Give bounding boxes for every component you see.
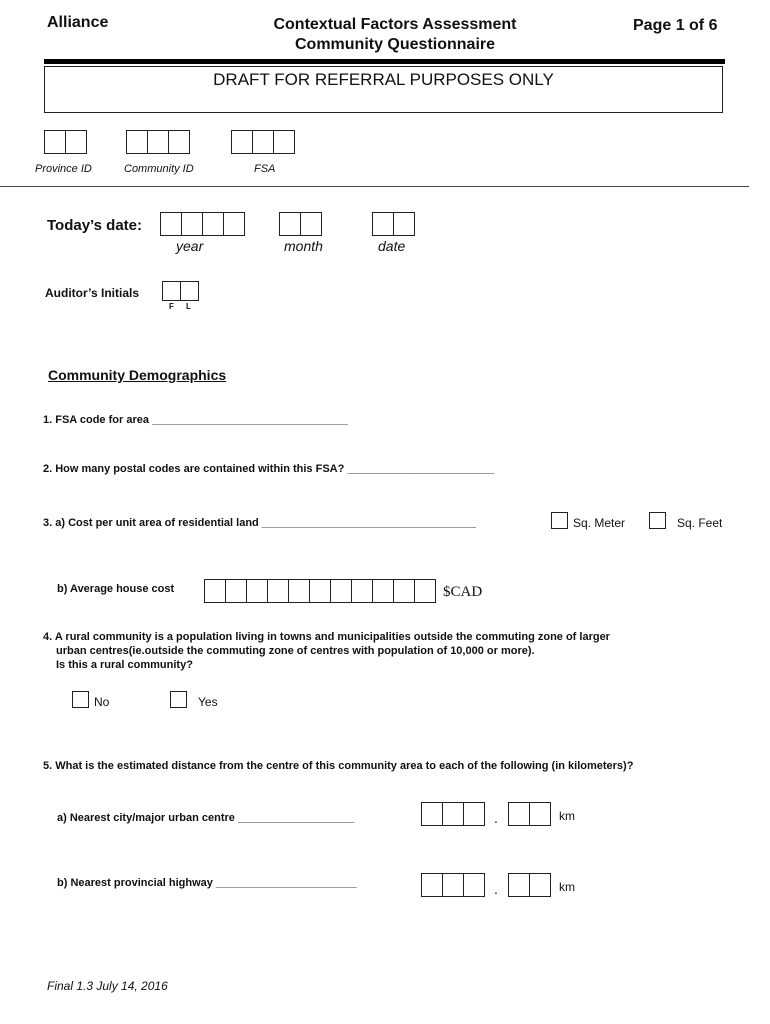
digit-box[interactable] [181, 212, 203, 236]
question-3b: b) Average house cost [57, 583, 175, 595]
digit-box[interactable] [463, 873, 485, 897]
auditor-initials-field[interactable] [162, 281, 198, 301]
fsa-field[interactable] [231, 130, 294, 154]
page-indicator: Page 1 of 6 [633, 17, 718, 34]
decimal-point: . [494, 881, 498, 897]
digit-box[interactable] [246, 579, 268, 603]
fsa-label: FSA [254, 163, 276, 175]
month-label: month [284, 238, 323, 254]
footer-version: Final 1.3 July 14, 2016 [47, 979, 168, 993]
question-4-line3: Is this a rural community? [56, 659, 193, 671]
question-5: 5. What is the estimated distance from the centre of this community area to each of the following (in kilometers)? [43, 760, 634, 772]
highway-distance-decimal-field[interactable] [508, 873, 550, 897]
year-field[interactable] [160, 212, 244, 236]
draft-notice: DRAFT FOR REFERRAL PURPOSES ONLY [213, 70, 554, 89]
digit-box[interactable] [126, 130, 148, 154]
question-5a: a) Nearest city/major urban centre ___________________ [57, 812, 355, 824]
km-unit-label: km [559, 880, 575, 894]
first-initial-label: F [169, 302, 174, 311]
digit-box[interactable] [225, 579, 247, 603]
draft-notice-box [44, 66, 723, 113]
section-heading: Community Demographics [48, 367, 227, 383]
digit-box[interactable] [288, 579, 310, 603]
rural-no-label: No [94, 695, 110, 709]
question-4-line1: 4. A rural community is a population living in towns and municipalities outside the commuting zone of larger [43, 631, 610, 643]
digit-box[interactable] [442, 873, 464, 897]
header-rule [44, 59, 725, 64]
highway-distance-km-field[interactable] [421, 873, 484, 897]
digit-box[interactable] [231, 130, 253, 154]
digit-box[interactable] [351, 579, 373, 603]
community-id-field[interactable] [126, 130, 189, 154]
province-id-field[interactable] [44, 130, 86, 154]
digit-box[interactable] [393, 212, 415, 236]
digit-box[interactable] [508, 873, 530, 897]
question-5b: b) Nearest provincial highway _______________________ [57, 877, 357, 889]
km-unit-label: km [559, 809, 575, 823]
rural-no-checkbox[interactable] [72, 691, 89, 708]
decimal-point: . [494, 810, 498, 826]
sq-feet-checkbox[interactable] [649, 512, 666, 529]
city-distance-decimal-field[interactable] [508, 802, 550, 826]
digit-box[interactable] [442, 802, 464, 826]
city-distance-km-field[interactable] [421, 802, 484, 826]
digit-box[interactable] [160, 212, 182, 236]
digit-box[interactable] [393, 579, 415, 603]
digit-box[interactable] [529, 802, 551, 826]
question-2: 2. How many postal codes are contained within this FSA? ________________________ [43, 463, 495, 475]
sq-feet-label: Sq. Feet [677, 516, 723, 530]
digit-box[interactable] [168, 130, 190, 154]
question-1: 1. FSA code for area ________________________________ [43, 414, 348, 426]
year-label: year [176, 238, 204, 254]
form-title-line1: Contextual Factors Assessment [273, 16, 517, 33]
sq-meter-label: Sq. Meter [573, 516, 626, 530]
digit-box[interactable] [273, 130, 295, 154]
digit-box[interactable] [372, 579, 394, 603]
question-4 [43, 630, 743, 672]
date-label: Today’s date: [47, 217, 143, 234]
month-field[interactable] [279, 212, 321, 236]
digit-box[interactable] [202, 212, 224, 236]
digit-box[interactable] [252, 130, 274, 154]
digit-box[interactable] [309, 579, 331, 603]
question-4-line2: urban centres(ie.outside the commuting zone of centres with population of 10,000 or more). [56, 645, 535, 657]
rural-yes-label: Yes [198, 695, 218, 709]
digit-box[interactable] [267, 579, 289, 603]
digit-box[interactable] [421, 802, 443, 826]
date-sublabel: date [378, 238, 406, 254]
digit-box[interactable] [529, 873, 551, 897]
currency-label: $CAD [443, 584, 483, 600]
auditor-label: Auditor’s Initials [45, 286, 140, 300]
digit-box[interactable] [330, 579, 352, 603]
section-divider [0, 186, 749, 187]
digit-box[interactable] [147, 130, 169, 154]
sq-meter-checkbox[interactable] [551, 512, 568, 529]
initial-box[interactable] [162, 281, 181, 301]
digit-box[interactable] [463, 802, 485, 826]
province-id-label: Province ID [35, 163, 92, 175]
digit-box[interactable] [414, 579, 436, 603]
form-title-line2: Community Questionnaire [294, 36, 496, 53]
digit-box[interactable] [279, 212, 301, 236]
digit-box[interactable] [372, 212, 394, 236]
digit-box[interactable] [508, 802, 530, 826]
org-name: Alliance [47, 14, 109, 31]
initial-box[interactable] [180, 281, 199, 301]
digit-box[interactable] [44, 130, 66, 154]
digit-box[interactable] [300, 212, 322, 236]
digit-box[interactable] [223, 212, 245, 236]
question-3a: 3. a) Cost per unit area of residential land ___________________________________ [43, 517, 476, 529]
digit-box[interactable] [204, 579, 226, 603]
day-field[interactable] [372, 212, 414, 236]
community-id-label: Community ID [124, 163, 194, 175]
house-cost-field[interactable] [204, 579, 435, 603]
rural-yes-checkbox[interactable] [170, 691, 187, 708]
digit-box[interactable] [421, 873, 443, 897]
form-title [230, 15, 560, 55]
last-initial-label: L [186, 302, 191, 311]
digit-box[interactable] [65, 130, 87, 154]
